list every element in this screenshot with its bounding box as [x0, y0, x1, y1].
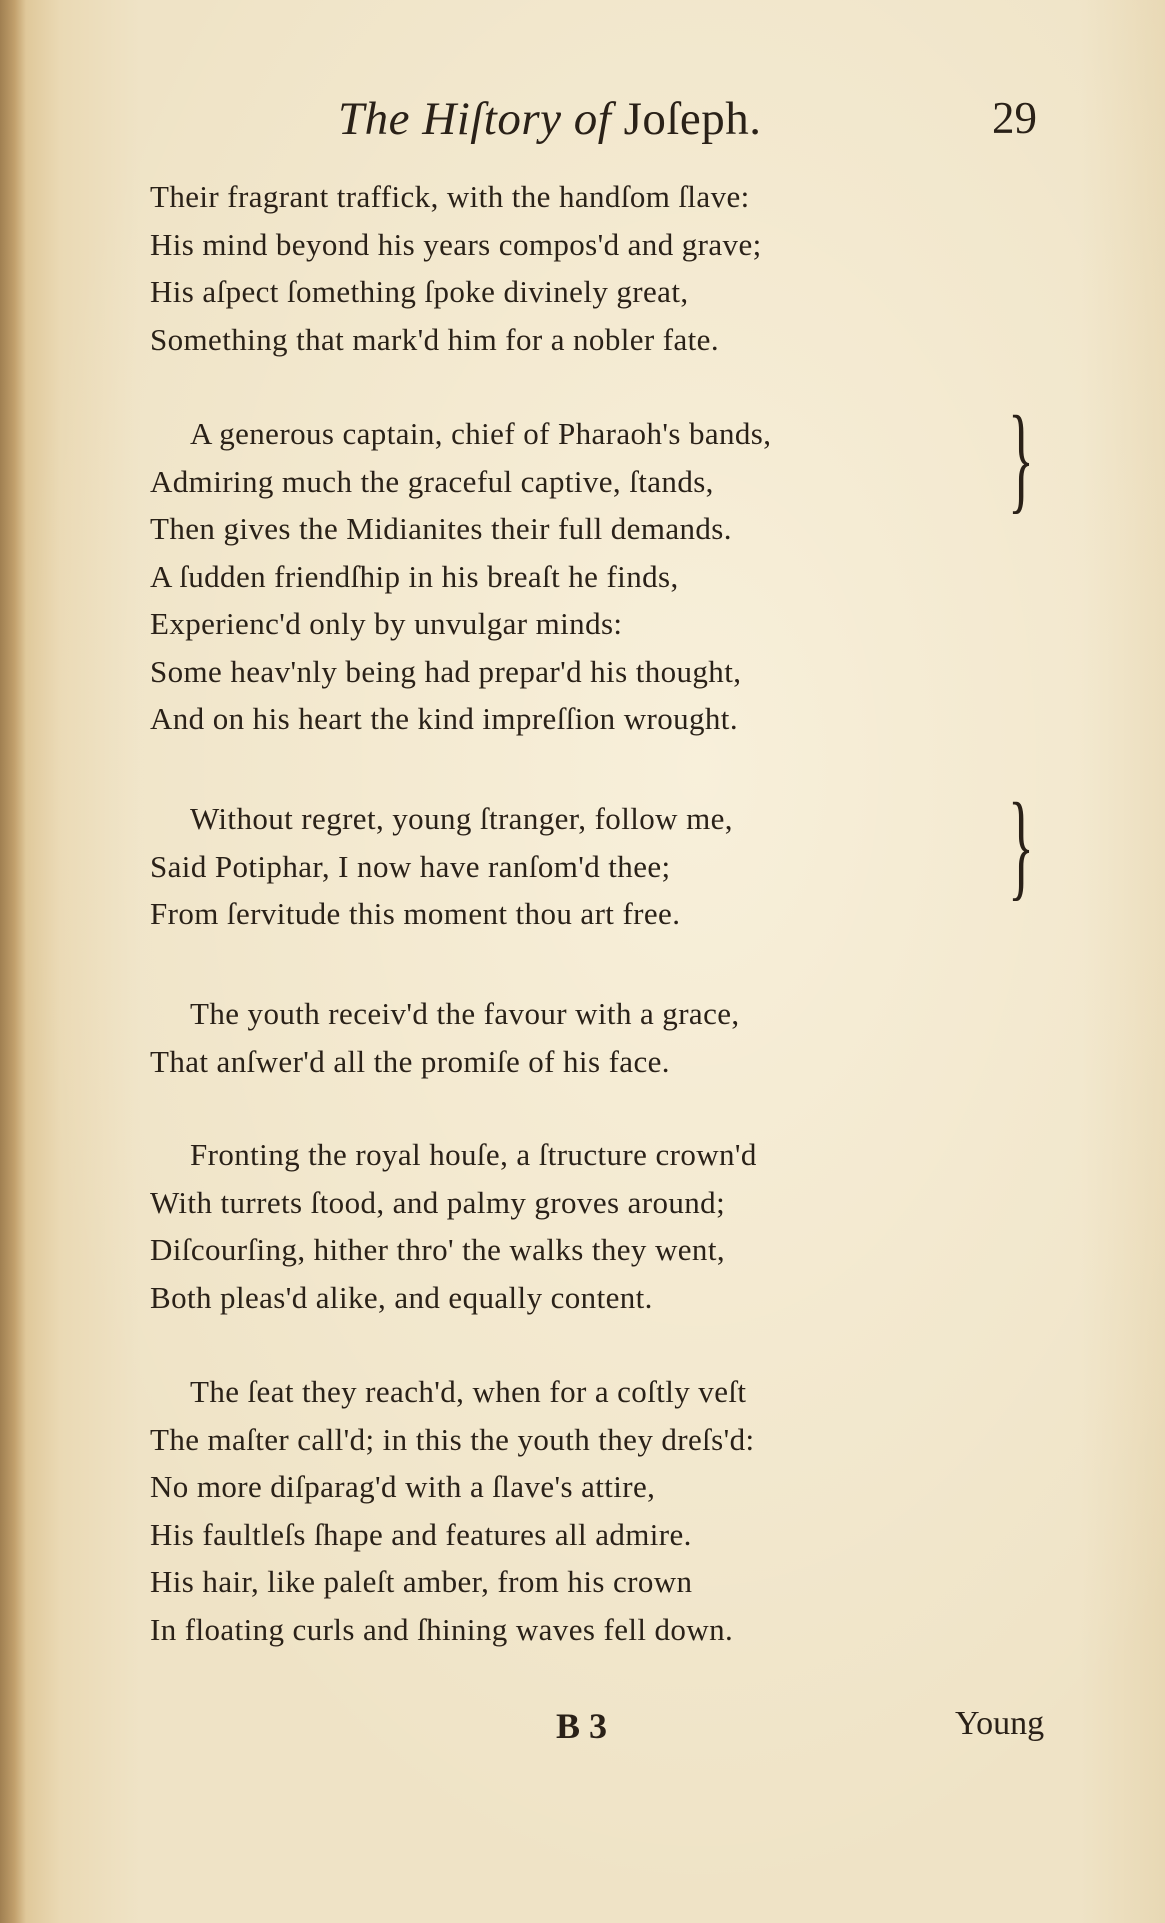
page-header: [0, 92, 1165, 152]
verse-line: Said Potiphar, I now have ranſom'd thee;: [150, 848, 671, 884]
verse-line: Some heav'nly being had prepar'd his thought,: [150, 653, 742, 689]
verse-line: Their fragrant traffick, with the handſom ſlave:: [150, 179, 750, 214]
verse-line: Both pleas'd alike, and equally content.: [150, 1279, 653, 1315]
verse-line: His hair, like paleſt amber, from his crown: [150, 1564, 693, 1599]
verse-line: His mind beyond his years compos'd and grave;: [150, 226, 762, 262]
verse-line: The youth receiv'd the favour with a grace,: [190, 996, 740, 1031]
verse-line: Without regret, young ſtranger, follow me,: [190, 801, 733, 836]
stanza-2: [150, 410, 1010, 743]
stanza-1: [150, 173, 1010, 363]
running-title-italic: The Hiſtory of: [338, 93, 612, 145]
signature-mark: B 3: [556, 1706, 608, 1746]
page-number: 29: [992, 93, 1037, 143]
verse-line: Experienc'd only by unvulgar minds:: [150, 606, 623, 641]
stanza-3: [150, 795, 1010, 938]
stanza-6: [150, 1368, 1010, 1653]
verse-line: The ſeat they reach'd, when for a coſtly veſt: [190, 1374, 747, 1409]
verse-line: Something that mark'd him for a nobler fate.: [150, 321, 719, 357]
verse-line: That anſwer'd all the promiſe of his face.: [150, 1043, 670, 1079]
verse-line: Fronting the royal houſe, a ſtructure crown'd: [190, 1137, 757, 1172]
triplet-brace: }: [1008, 391, 1034, 524]
running-title-roman: Joſeph.: [623, 93, 762, 145]
verse-line: The maſter call'd; in this the youth they dreſs'd:: [150, 1421, 755, 1457]
verse-line: No more diſparag'd with a ſlave's attire,: [150, 1469, 656, 1504]
running-title: [338, 92, 762, 146]
verse-line: A generous captain, chief of Pharaoh's bands,: [190, 416, 772, 451]
verse-line: His faultleſs ſhape and features all admire.: [150, 1516, 692, 1552]
stanza-5: [150, 1131, 1010, 1321]
verse-line: Admiring much the graceful captive, ſtands,: [150, 463, 714, 499]
triplet-brace: }: [1008, 778, 1034, 911]
stanza-4: [150, 990, 1010, 1085]
page-gutter-shading: [0, 0, 26, 1923]
verse-line: Diſcourſing, hither thro' the walks they went,: [150, 1232, 725, 1267]
verse-line: His aſpect ſomething ſpoke divinely great,: [150, 274, 689, 309]
catchword: Young: [955, 1705, 1045, 1742]
verse-line: And on his heart the kind impreſſion wrought.: [150, 701, 738, 736]
verse-line: A ſudden friendſhip in his breaſt he finds,: [150, 558, 679, 594]
verse-line: From ſervitude this moment thou art free.: [150, 896, 681, 931]
verse-line: With turrets ſtood, and palmy groves around;: [150, 1184, 726, 1220]
verse-line: In floating curls and ſhining waves fell down.: [150, 1611, 734, 1647]
verse-line: Then gives the Midianites their full demands.: [150, 511, 732, 546]
